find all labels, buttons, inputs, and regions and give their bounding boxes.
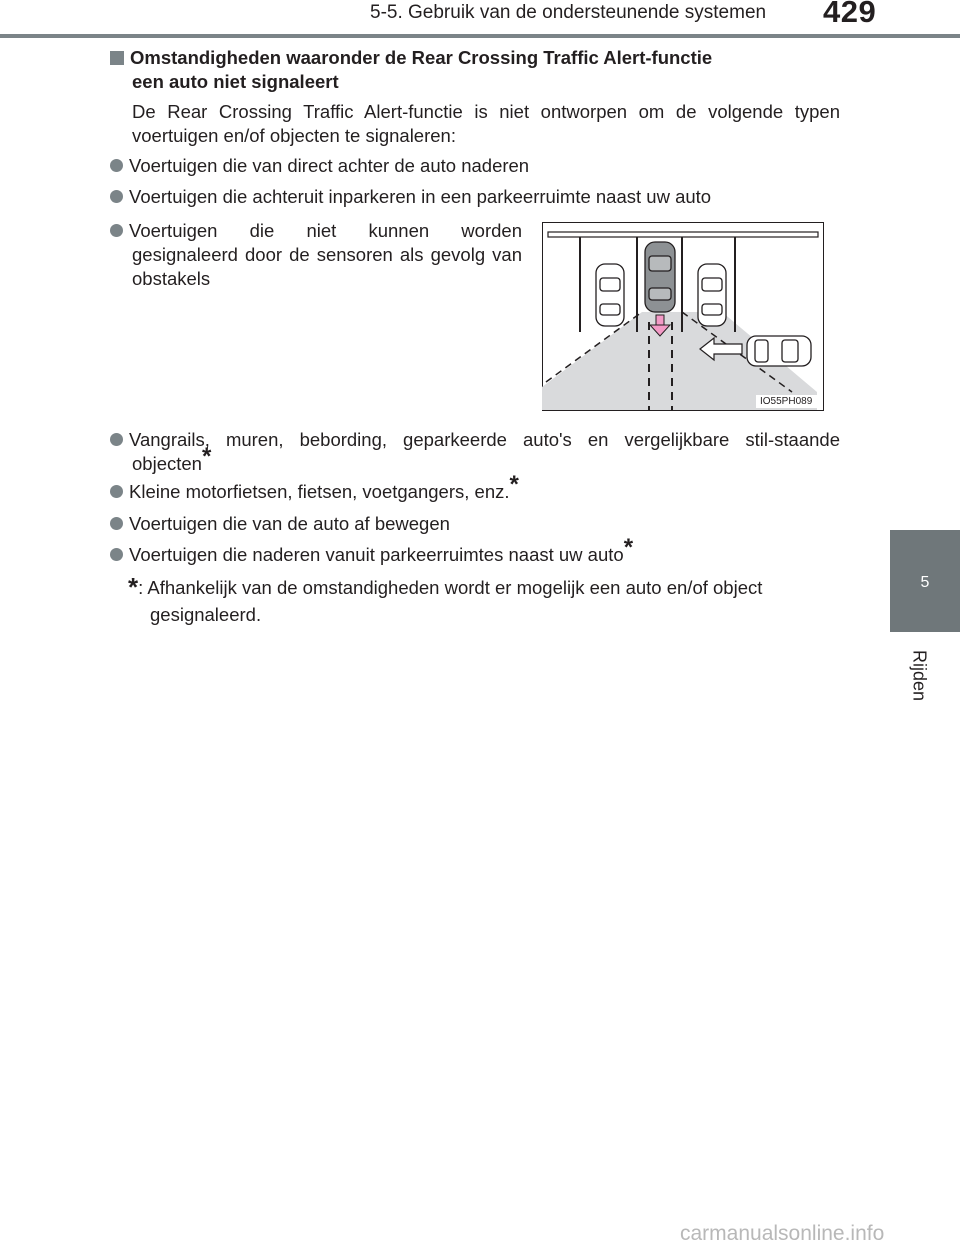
top-wall: [548, 232, 818, 237]
section-heading: [110, 46, 830, 94]
list-item: [110, 534, 634, 567]
list-item-text: Voertuigen die naderen vanuit parkeerruimtes naast uw auto: [129, 544, 624, 565]
bullet-dot-icon: [110, 159, 123, 172]
bullet-dot-icon: [110, 517, 123, 530]
bullet-dot-icon: [110, 224, 123, 237]
bullet-dot-icon: [110, 190, 123, 203]
list-item-text: Voertuigen die niet kunnen worden gesignaleerd door de sensoren als gevolg van obstakels: [129, 220, 522, 289]
list-item: [110, 154, 529, 178]
bullet-dot-icon: [110, 485, 123, 498]
list-item: [110, 428, 840, 476]
footnote-line-1: : Afhankelijk van de omstandigheden wordt er mogelijk een auto en/of object: [138, 577, 763, 598]
page-number: 429: [823, 0, 877, 29]
list-item-text: Voertuigen die van direct achter de auto naderen: [129, 155, 530, 176]
list-item-text: Vangrails, muren, bebording, geparkeerde auto's en vergelijkbare stil-staande objecten: [129, 429, 840, 474]
chapter-label: [909, 645, 931, 705]
watermark: carmanualsonline.info: [680, 1222, 885, 1245]
footnote-star: *: [201, 443, 212, 470]
heading-line-2: een auto niet signaleert: [132, 71, 339, 92]
list-item-text: Kleine motorfietsen, fietsen, voetgangers, enz.: [129, 481, 510, 502]
list-item: [110, 512, 450, 536]
list-item: [110, 219, 522, 291]
own-vehicle: [645, 242, 675, 312]
bullet-dot-icon: [110, 433, 123, 446]
footnote: [128, 574, 858, 628]
header-rule: [0, 34, 960, 38]
parked-car-left: [596, 264, 624, 326]
heading-line-1: Omstandigheden waaronder de Rear Crossing Traffic Alert-functie: [130, 47, 713, 68]
list-item-text: Voertuigen die achteruit inparkeren in een parkeerruimte naast uw auto: [129, 186, 712, 207]
footnote-star: *: [128, 572, 139, 602]
list-item-text: Voertuigen die van de auto af bewegen: [129, 513, 450, 534]
footnote-star: *: [623, 534, 634, 561]
header-title: 5-5. Gebruik van de ondersteunende systemen: [370, 2, 767, 23]
parked-car-right: [698, 264, 726, 326]
chapter-tab: [890, 530, 960, 632]
chapter-label-text: Rijden: [909, 649, 930, 702]
parking-illustration: [542, 222, 824, 411]
list-item: [110, 471, 519, 504]
figure-code: IO55PH089: [760, 396, 813, 407]
footnote-line-2: gesignaleerd.: [150, 604, 262, 625]
approaching-vehicle: [747, 336, 811, 366]
list-item: [110, 185, 711, 209]
bullet-dot-icon: [110, 548, 123, 561]
footnote-star: *: [509, 471, 519, 498]
intro-paragraph: De Rear Crossing Traffic Alert-functie is niet ontworpen om de volgende typen voertuigen en/of objecten te signaleren:: [132, 101, 840, 146]
square-bullet-icon: [110, 51, 124, 65]
chapter-tab-number: 5: [920, 574, 930, 591]
